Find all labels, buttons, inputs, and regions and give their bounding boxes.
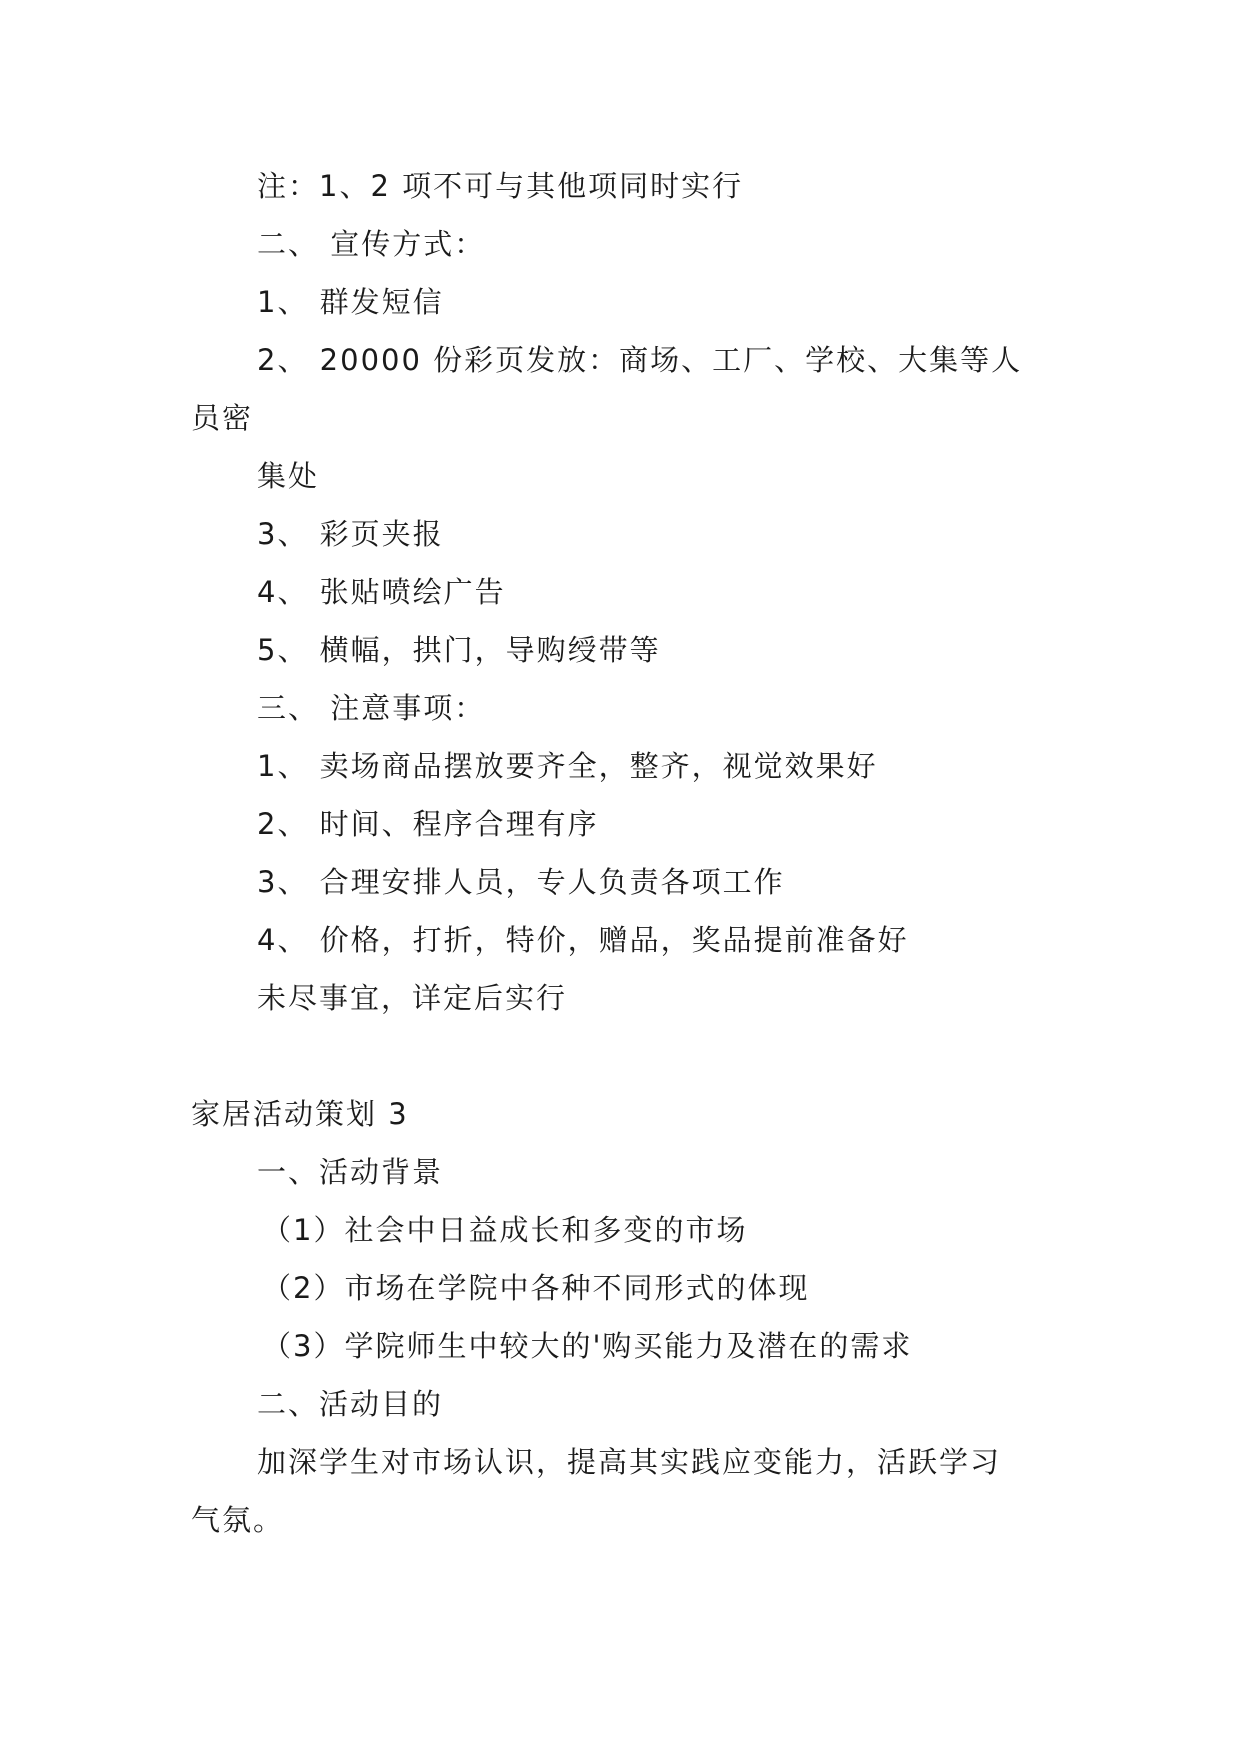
list-item: 1、 群发短信	[257, 285, 444, 319]
list-item: 4、 张贴喷绘广告	[257, 575, 506, 609]
section-heading-background: 一、活动背景	[257, 1155, 444, 1189]
list-item: （2）市场在学院中各种不同形式的体现	[262, 1271, 810, 1305]
closing-note: 未尽事宜，详定后实行	[257, 981, 568, 1015]
paragraph-line: 气氛。	[191, 1503, 285, 1537]
list-item: 2、 时间、程序合理有序	[257, 807, 599, 841]
list-item: （3）学院师生中较大的'购买能力及潜在的需求	[262, 1329, 913, 1363]
list-item: （1）社会中日益成长和多变的市场	[262, 1213, 748, 1247]
list-item: 3、 合理安排人员，专人负责各项工作	[257, 865, 785, 899]
list-item: 3、 彩页夹报	[257, 517, 444, 551]
list-item-continuation: 员密	[191, 401, 254, 435]
list-item: 2、 20000 份彩页发放：商场、工厂、学校、大集等人	[257, 343, 1023, 377]
list-item: 4、 价格，打折，特价，赠品，奖品提前准备好	[257, 923, 909, 957]
list-item: 1、 卖场商品摆放要齐全，整齐，视觉效果好	[257, 749, 878, 783]
note-line: 注：1、2 项不可与其他项同时实行	[257, 169, 744, 203]
section-heading-notes: 三、 注意事项：	[257, 691, 486, 725]
plan-title: 家居活动策划 3	[191, 1097, 409, 1131]
section-heading-goal: 二、活动目的	[257, 1387, 444, 1421]
list-item-continuation: 集处	[257, 459, 320, 493]
section-heading-publicity: 二、 宣传方式：	[257, 227, 486, 261]
paragraph-line: 加深学生对市场认识，提高其实践应变能力，活跃学习	[257, 1445, 1002, 1479]
list-item: 5、 横幅，拱门，导购绶带等	[257, 633, 661, 667]
